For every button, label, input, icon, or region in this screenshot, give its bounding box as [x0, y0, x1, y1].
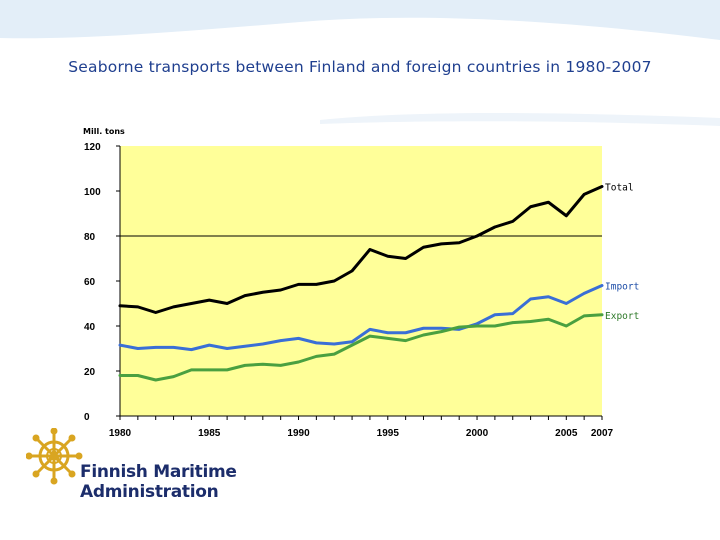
data-point-export	[333, 353, 335, 355]
data-point-import	[387, 332, 389, 334]
data-point-total	[119, 305, 121, 307]
data-point-total	[583, 193, 585, 195]
data-point-export	[494, 325, 496, 327]
data-point-export	[297, 361, 299, 363]
data-point-import	[351, 341, 353, 343]
y-tick-label: 120	[84, 142, 101, 153]
data-point-export	[387, 337, 389, 339]
data-point-import	[119, 344, 121, 346]
data-point-export	[155, 379, 157, 381]
data-point-total	[297, 283, 299, 285]
data-point-export	[601, 314, 603, 316]
data-point-total	[172, 306, 174, 308]
y-tick-label: 100	[84, 187, 101, 198]
x-tick-label: 1990	[287, 428, 310, 439]
data-point-total	[440, 243, 442, 245]
data-point-import	[190, 348, 192, 350]
data-point-export	[404, 339, 406, 341]
logo-line-2: Administration	[80, 482, 219, 502]
y-tick-label: 20	[84, 367, 96, 378]
data-point-import	[601, 284, 603, 286]
x-tick-label: 1985	[198, 428, 221, 439]
data-point-export	[476, 325, 478, 327]
data-point-import	[583, 292, 585, 294]
fma-logo-text	[80, 462, 237, 502]
data-point-export	[208, 369, 210, 371]
data-point-total	[422, 246, 424, 248]
data-point-import	[333, 343, 335, 345]
x-tick-label: 2000	[465, 428, 489, 439]
data-point-total	[494, 226, 496, 228]
y-tick-label: 60	[84, 277, 96, 288]
data-point-total	[262, 291, 264, 293]
data-point-export	[137, 374, 139, 376]
data-point-total	[226, 302, 228, 304]
data-point-import	[315, 342, 317, 344]
data-point-export	[119, 374, 121, 376]
data-point-export	[512, 321, 514, 323]
data-point-export	[226, 369, 228, 371]
data-point-export	[190, 369, 192, 371]
data-point-export	[172, 375, 174, 377]
data-point-import	[494, 314, 496, 316]
data-point-import	[529, 298, 531, 300]
logo-line-1: Finnish Maritime	[80, 462, 237, 482]
data-point-import	[565, 302, 567, 304]
data-point-import	[297, 337, 299, 339]
data-point-total	[208, 299, 210, 301]
series-label-export: Export	[605, 310, 640, 322]
data-point-export	[262, 363, 264, 365]
data-point-export	[422, 334, 424, 336]
data-point-total	[529, 206, 531, 208]
data-point-total	[315, 283, 317, 285]
x-tick-label: 2005	[555, 428, 578, 439]
data-point-import	[512, 312, 514, 314]
data-point-import	[547, 296, 549, 298]
data-point-export	[529, 320, 531, 322]
data-point-import	[226, 347, 228, 349]
data-point-import	[137, 347, 139, 349]
data-point-import	[208, 344, 210, 346]
data-point-total	[190, 302, 192, 304]
data-point-import	[440, 327, 442, 329]
data-point-export	[279, 364, 281, 366]
data-point-total	[351, 270, 353, 272]
data-point-import	[155, 346, 157, 348]
data-point-import	[422, 327, 424, 329]
data-point-total	[137, 306, 139, 308]
data-point-export	[351, 344, 353, 346]
data-point-total	[476, 235, 478, 237]
data-point-import	[369, 328, 371, 330]
data-point-total	[404, 257, 406, 259]
data-point-export	[458, 326, 460, 328]
slide-title: Seaborne transports between Finland and foreign countries in 1980-2007	[68, 58, 652, 76]
data-point-total	[512, 220, 514, 222]
data-point-import	[404, 332, 406, 334]
data-point-import	[172, 346, 174, 348]
data-point-export	[565, 325, 567, 327]
data-point-total	[565, 215, 567, 217]
data-point-export	[547, 318, 549, 320]
data-point-export	[440, 330, 442, 332]
data-point-total	[155, 311, 157, 313]
x-tick-label: 2007	[590, 428, 614, 439]
data-point-export	[315, 355, 317, 357]
data-point-export	[369, 335, 371, 337]
data-point-total	[458, 242, 460, 244]
plot-area	[120, 146, 602, 416]
y-axis-unit-label: Mill. tons	[83, 127, 125, 136]
y-tick-label: 40	[84, 322, 96, 333]
data-point-import	[279, 339, 281, 341]
series-label-total: Total	[605, 182, 634, 194]
data-point-total	[279, 289, 281, 291]
data-point-total	[369, 248, 371, 250]
data-point-total	[333, 280, 335, 282]
data-point-import	[244, 345, 246, 347]
y-tick-label: 80	[84, 232, 96, 243]
data-point-import	[262, 343, 264, 345]
data-point-export	[244, 364, 246, 366]
series-label-import: Import	[605, 281, 640, 293]
data-point-total	[244, 294, 246, 296]
x-tick-label: 1980	[108, 428, 132, 439]
data-point-total	[387, 255, 389, 257]
data-point-export	[583, 315, 585, 317]
data-point-total	[547, 201, 549, 203]
y-tick-label: 0	[84, 412, 90, 423]
data-point-total	[601, 185, 603, 187]
x-tick-label: 1995	[376, 428, 399, 439]
